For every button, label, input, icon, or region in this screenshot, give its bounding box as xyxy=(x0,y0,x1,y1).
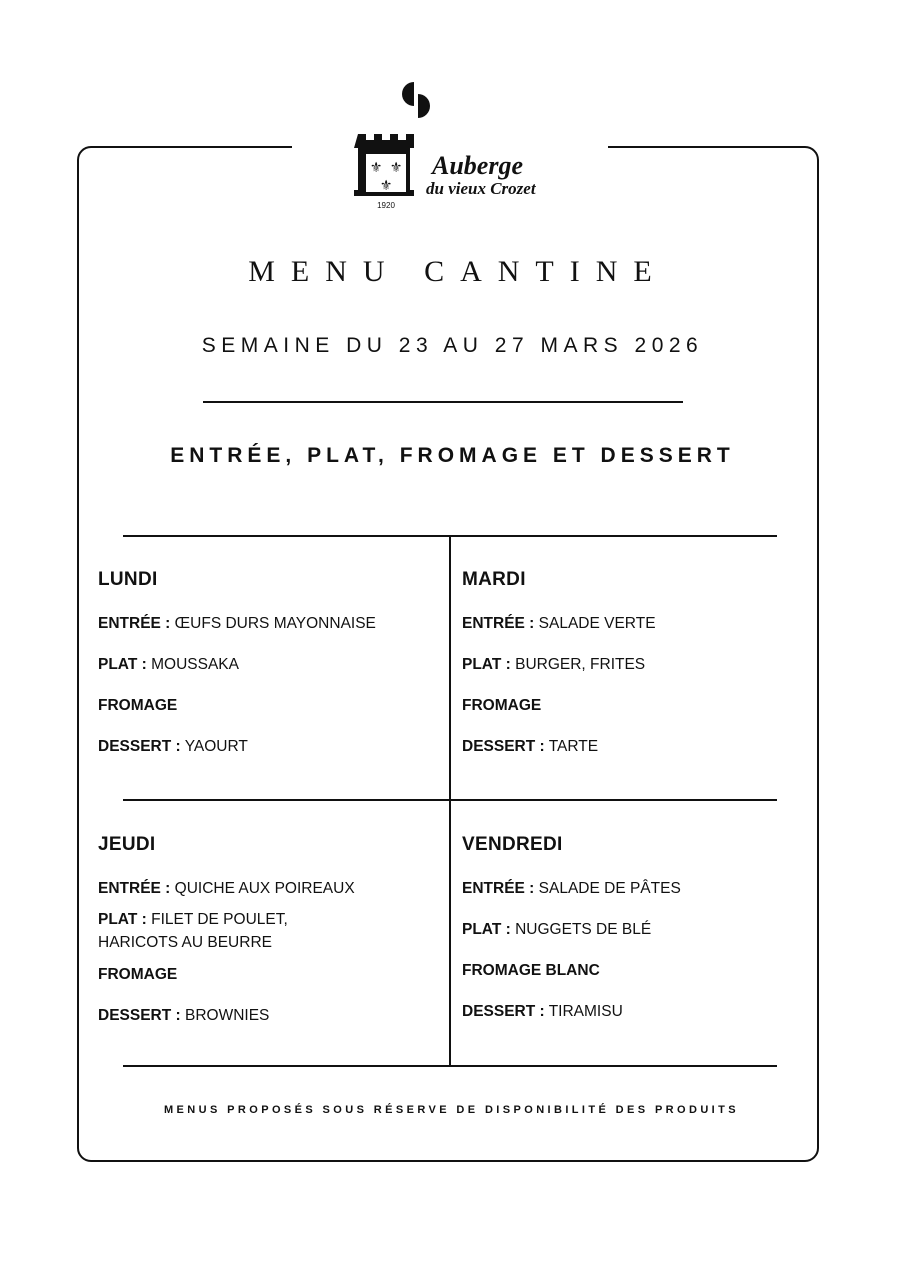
lundi-plat: PLAT : MOUSSAKA xyxy=(98,656,239,673)
jeudi-plat: PLAT : FILET DE POULET, xyxy=(98,911,288,928)
brand-name-line2: du vieux Crozet xyxy=(426,179,536,198)
lundi-dessert: DESSERT : YAOURT xyxy=(98,738,248,755)
jeudi-entree: ENTRÉE : QUICHE AUX POIREAUX xyxy=(98,880,355,897)
vendredi-dessert: DESSERT : TIRAMISU xyxy=(462,1003,623,1020)
svg-text:⚜: ⚜ xyxy=(379,178,393,194)
day-title-mardi: MARDI xyxy=(462,569,526,590)
jeudi-dessert: DESSERT : BROWNIES xyxy=(98,1007,270,1024)
lundi-fromage: FROMAGE xyxy=(98,697,178,714)
brand-year: 1920 xyxy=(377,201,395,210)
svg-text:⚜: ⚜ xyxy=(389,160,403,176)
jeudi-fromage: FROMAGE xyxy=(98,966,178,983)
lundi-entree: ENTRÉE : ŒUFS DURS MAYONNAISE xyxy=(98,615,376,632)
grid-line-vertical xyxy=(449,536,451,1067)
day-title-lundi: LUNDI xyxy=(98,569,158,590)
svg-text:⚜: ⚜ xyxy=(369,160,383,176)
vendredi-plat: PLAT : NUGGETS DE BLÉ xyxy=(462,921,652,938)
day-title-jeudi: JEUDI xyxy=(98,834,156,855)
page-title: MENU CANTINE xyxy=(248,255,668,288)
brand-name-line1: Auberge xyxy=(432,151,523,180)
week-subtitle: SEMAINE DU 23 AU 27 MARS 2026 xyxy=(201,334,704,357)
jeudi-plat-line2: HARICOTS AU BEURRE xyxy=(98,934,272,951)
auberge-logo xyxy=(354,128,554,214)
availability-note: MENUS PROPOSÉS SOUS RÉSERVE DE DISPONIBILITÉ DES PRODUITS xyxy=(163,1104,739,1116)
courses-heading: ENTRÉE, PLAT, FROMAGE ET DESSERT xyxy=(170,444,735,467)
mardi-dessert: DESSERT : TARTE xyxy=(462,738,599,755)
vendredi-fromage: FROMAGE BLANC xyxy=(462,962,600,979)
day-title-vendredi: VENDREDI xyxy=(462,834,563,855)
mardi-plat: PLAT : BURGER, FRITES xyxy=(462,656,646,673)
title-divider xyxy=(203,401,683,403)
castle-tower-icon xyxy=(354,134,414,196)
mardi-entree: ENTRÉE : SALADE VERTE xyxy=(462,615,656,632)
vendredi-entree: ENTRÉE : SALADE DE PÂTES xyxy=(462,880,681,897)
mardi-fromage: FROMAGE xyxy=(462,697,542,714)
brand-mark-icon xyxy=(400,80,432,120)
